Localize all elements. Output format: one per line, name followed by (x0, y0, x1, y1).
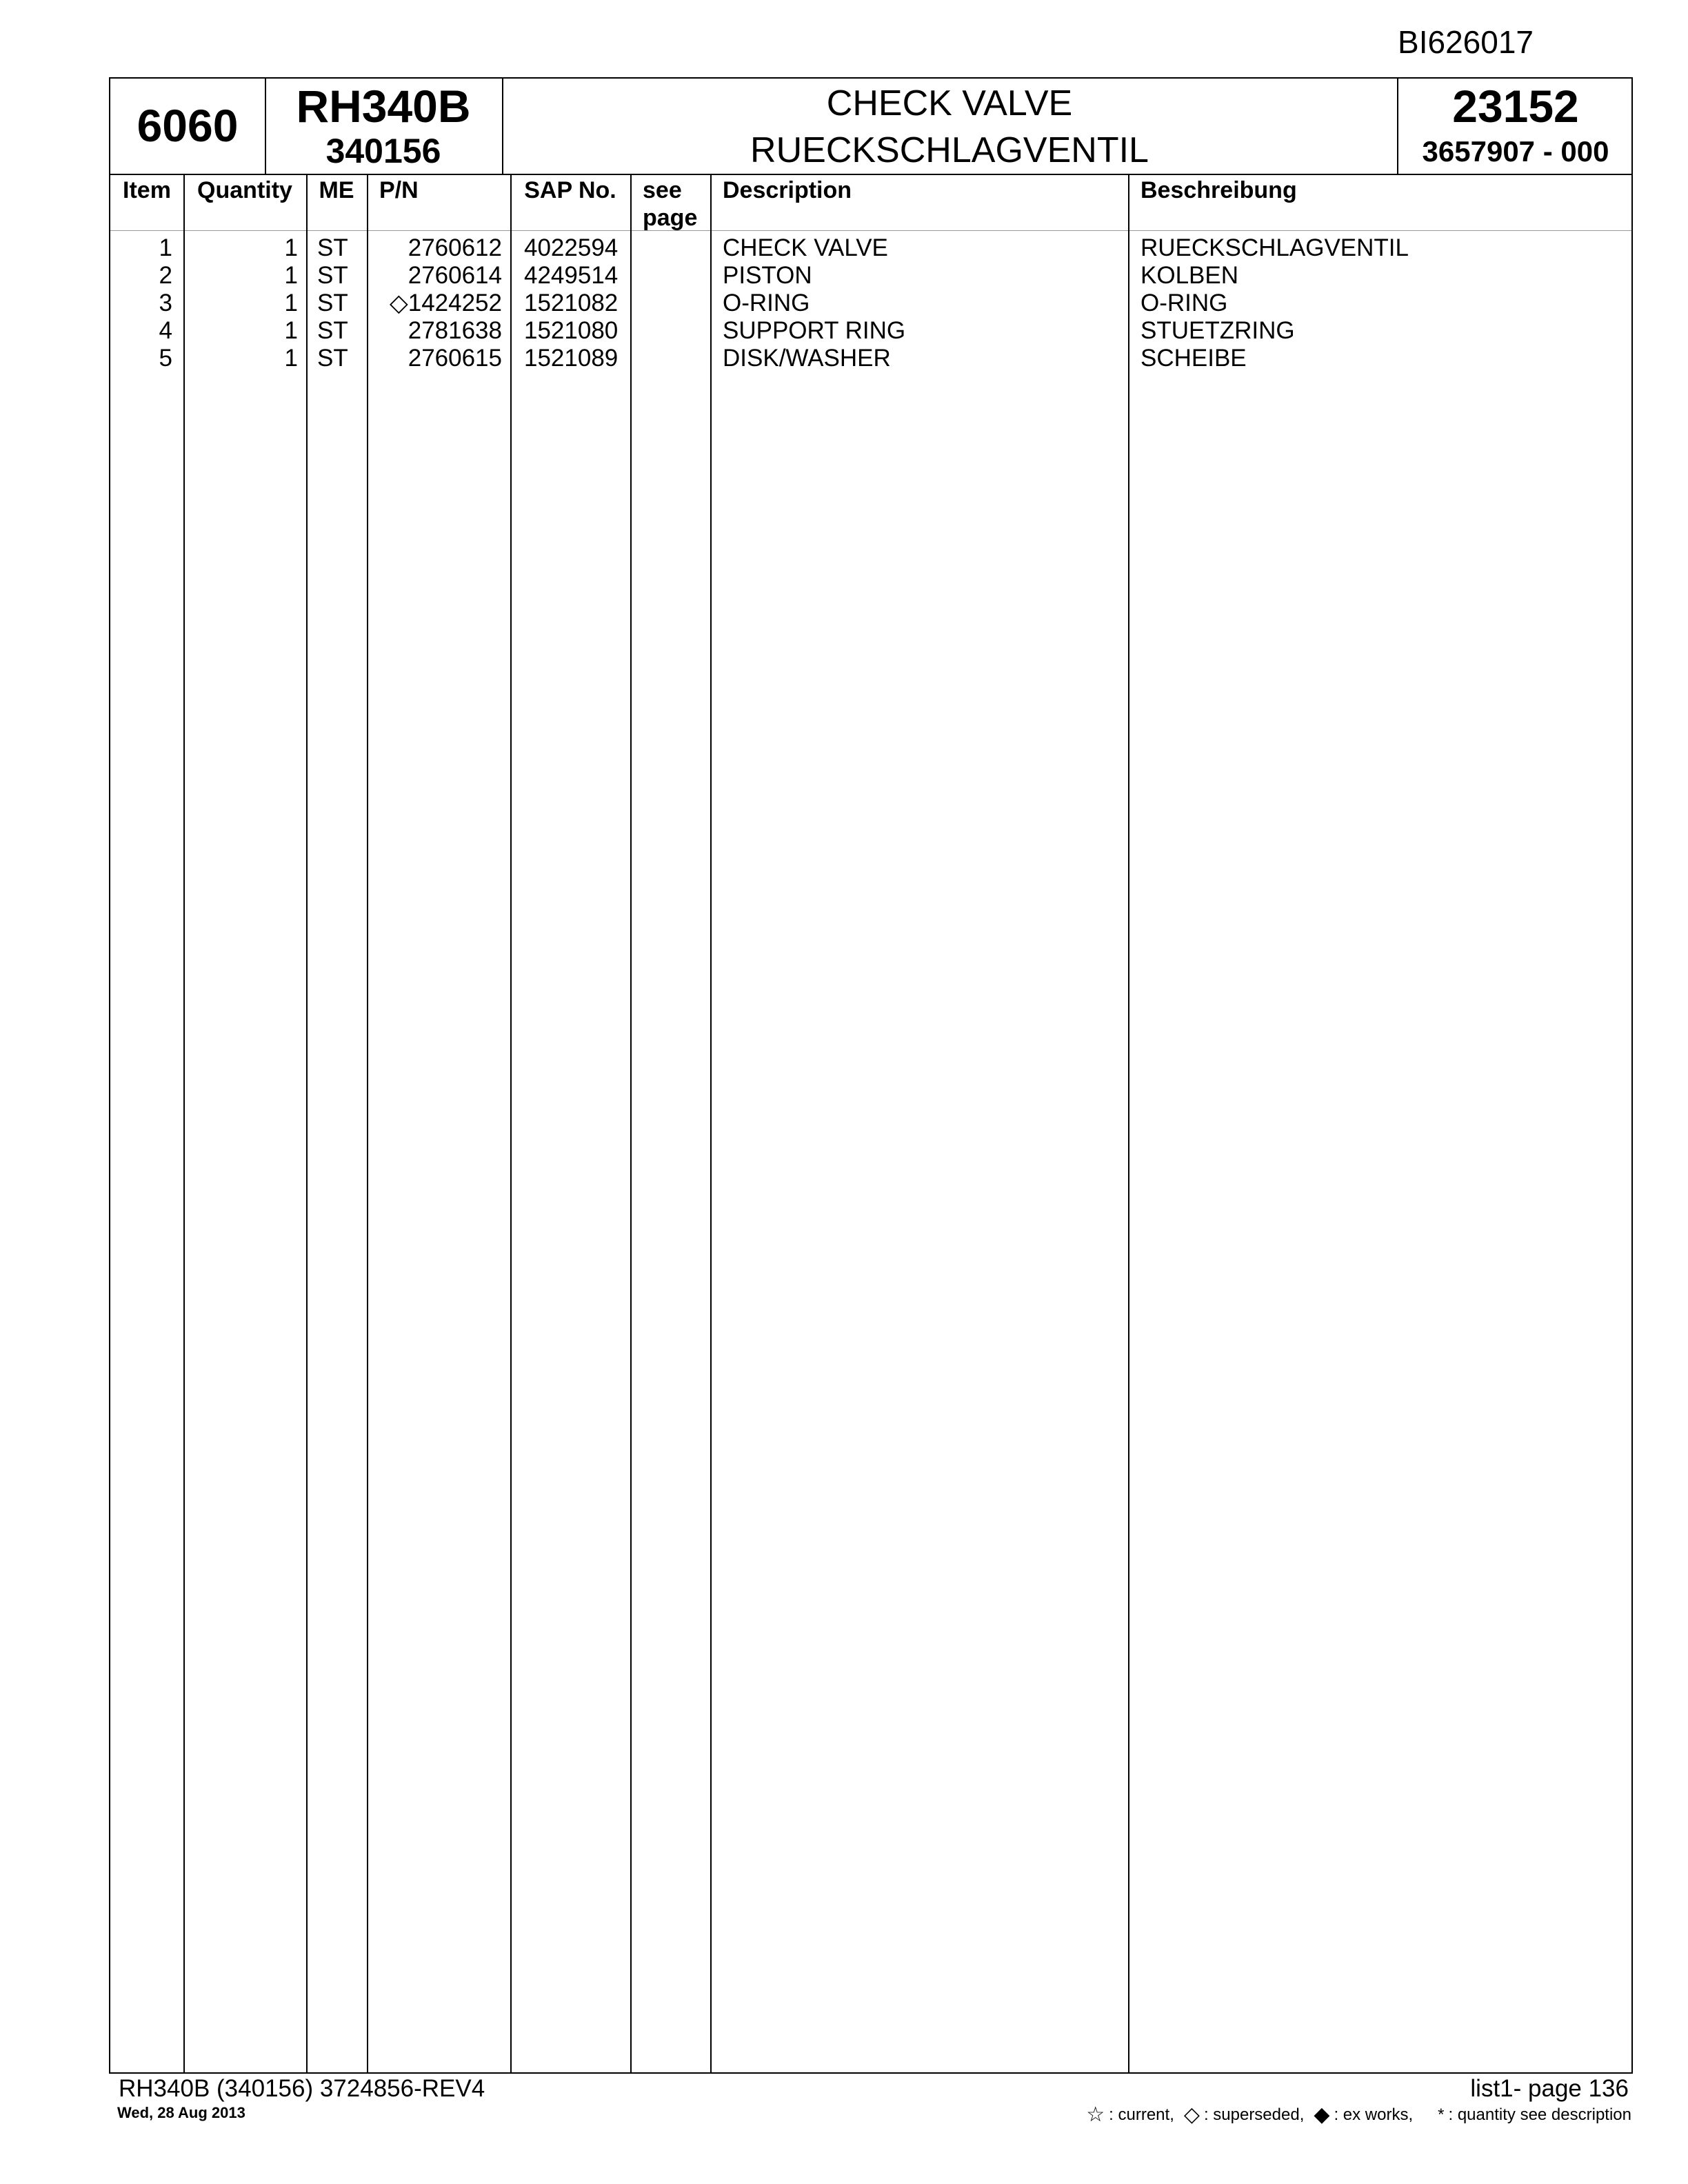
drawing-number: 3657907 - 000 (1422, 135, 1609, 168)
row-me: ST (317, 345, 348, 372)
diamond-filled-icon: ◆ (1314, 2103, 1330, 2126)
row-beschreibung: O-RING (1141, 290, 1228, 316)
superseded-icon: ◇ (389, 290, 408, 316)
column-divider (510, 174, 512, 2074)
column-divider (183, 174, 185, 2074)
title-english: CHECK VALVE (826, 83, 1073, 123)
column-divider (1128, 174, 1129, 2074)
row-beschreibung: KOLBEN (1141, 262, 1238, 289)
header-bottom-rule (110, 174, 1631, 175)
row-beschreibung: RUECKSCHLAGVENTIL (1141, 234, 1409, 261)
row-sap: 1521082 (524, 290, 619, 316)
column-divider (367, 174, 368, 2074)
symbol-legend (1086, 2103, 1631, 2127)
row-description: PISTON (723, 262, 812, 289)
row-me: ST (317, 262, 348, 289)
diamond-outline-icon: ◇ (1183, 2103, 1200, 2126)
row-sap: 1521080 (524, 317, 619, 344)
row-beschreibung: STUETZRING (1141, 317, 1295, 344)
row-pn: ◇1424252 (389, 290, 502, 316)
row-pn: 2760614 (408, 262, 502, 289)
footer-date: Wed, 28 Aug 2013 (117, 2104, 245, 2121)
col-me-header: ME (319, 177, 354, 203)
col-sap-header: SAP No. (524, 177, 616, 203)
legend-quantity: : quantity see description (1448, 2105, 1631, 2124)
legend-exworks: : ex works, (1334, 2105, 1414, 2124)
col-page-header: page (643, 205, 698, 231)
row-quantity: 1 (284, 262, 298, 289)
group-number: 6060 (137, 100, 239, 151)
legend-current: : current, (1109, 2105, 1174, 2124)
title-german: RUECKSCHLAGVENTIL (750, 130, 1149, 170)
row-sap: 4022594 (524, 234, 619, 261)
row-description: CHECK VALVE (723, 234, 888, 261)
col-item-header: Item (123, 177, 171, 203)
legend-superseded: : superseded, (1203, 2105, 1305, 2124)
row-me: ST (317, 234, 348, 261)
row-quantity: 1 (284, 317, 298, 344)
asterisk-icon: * (1438, 2105, 1445, 2124)
col-quantity-header: Quantity (197, 177, 292, 203)
row-item: 3 (159, 290, 172, 316)
column-divider (630, 174, 632, 2074)
row-me: ST (317, 290, 348, 316)
parts-list-sheet (109, 77, 1633, 2074)
row-beschreibung: SCHEIBE (1141, 345, 1247, 372)
row-quantity: 1 (284, 345, 298, 372)
col-beschreibung-header: Beschreibung (1141, 177, 1297, 203)
row-description: O-RING (723, 290, 810, 316)
row-me: ST (317, 317, 348, 344)
row-item: 1 (159, 234, 172, 261)
row-sap: 1521089 (524, 345, 619, 372)
column-divider (710, 174, 712, 2074)
row-item: 4 (159, 317, 172, 344)
row-item: 2 (159, 262, 172, 289)
row-description: DISK/WASHER (723, 345, 891, 372)
row-quantity: 1 (284, 234, 298, 261)
column-header-rule (110, 230, 1631, 231)
document-id: BI626017 (1398, 24, 1534, 60)
col-see-header: see (643, 177, 682, 203)
column-divider (306, 174, 308, 2074)
footer-document-ref: RH340B (340156) 3724856-REV4 (119, 2075, 485, 2102)
model-name: RH340B (296, 81, 471, 132)
row-sap: 4249514 (524, 262, 619, 289)
part-number: 23152 (1452, 81, 1579, 132)
row-description: SUPPORT RING (723, 317, 906, 344)
footer-page-number: list1- page 136 (1470, 2075, 1629, 2102)
row-pn: 2760615 (408, 345, 502, 372)
col-pn-header: P/N (379, 177, 419, 203)
row-item: 5 (159, 345, 172, 372)
star-icon: ☆ (1086, 2103, 1105, 2126)
row-quantity: 1 (284, 290, 298, 316)
col-description-header: Description (723, 177, 852, 203)
serial-number: 340156 (325, 132, 441, 170)
row-pn: 2781638 (408, 317, 502, 344)
row-pn: 2760612 (408, 234, 502, 261)
